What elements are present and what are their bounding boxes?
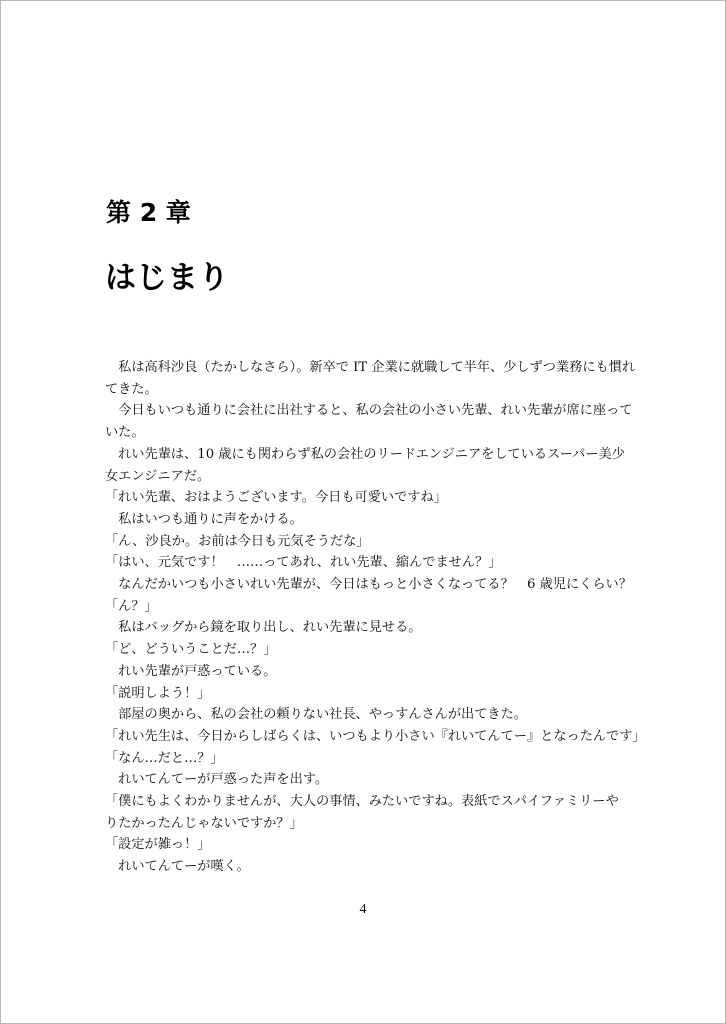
page-number: 4: [359, 902, 367, 917]
chapter-body: [105, 357, 646, 878]
text-line: 私はバッグから鏡を取り出し、れい先輩に見せる。: [105, 620, 422, 636]
text-line: 「なん…だと…？」: [105, 750, 224, 766]
text-line: れいてんてーが戸惑った声を出す。: [105, 772, 329, 788]
text-line: いた。: [105, 425, 145, 441]
text-line: れい先輩は、10 歳にも関わらず私の会社のリードエンジニアをしているスーパー美少: [105, 446, 625, 462]
text-line: てきた。: [105, 381, 158, 397]
text-line: 「ん、沙良か。お前は今日も元気そうだな」: [105, 533, 370, 549]
text-line: 「説明しよう！」: [105, 685, 211, 701]
text-line: 「ど、どういうことだ…？」: [105, 642, 277, 658]
text-line: 「れい先輩、おはようございます。今日も可愛いですね」: [105, 490, 447, 506]
text-line: 私は高科沙良（たかしなさら）。新卒で IT 企業に就職して半年、少しずつ業務にも慣れ: [105, 360, 636, 375]
text-line: 「れい先生は、今日からしばらくは、いつもより小さい『れいてんてー』となったんです」: [105, 728, 646, 744]
text-line: 「ん？」: [105, 598, 158, 614]
text-line: れい先輩が戸惑っている。: [105, 663, 277, 679]
text-line: 部屋の奥から、私の会社の頼りない社長、やっすんさんが出てきた。: [105, 707, 527, 723]
text-line: 女エンジニアだ。: [105, 468, 211, 484]
text-line: 「設定が雑っ！」: [105, 837, 211, 853]
text-line: 「はい、元気です！ ……ってあれ、れい先輩、縮んでません？」: [105, 555, 502, 571]
text-line: りたかったんじゃないですか？」: [105, 815, 303, 831]
text-line: れいてんてーが嘆く。: [105, 859, 250, 875]
text-line: 今日もいつも通りに会社に出社すると、私の会社の小さい先輩、れい先輩が席に座って: [105, 403, 633, 419]
text-line: 「僕にもよくわかりませんが、大人の事情、みたいですね。表紙でスパイファミリーや: [105, 794, 619, 810]
text-line: なんだかいつも小さいれい先輩が、今日はもっと小さくなってる？ 6 歳児にくらい？: [105, 577, 632, 593]
chapter-number: 第 2 章: [106, 198, 191, 227]
text-line: 私はいつも通りに声をかける。: [105, 511, 303, 527]
chapter-title: はじまり: [105, 260, 229, 296]
